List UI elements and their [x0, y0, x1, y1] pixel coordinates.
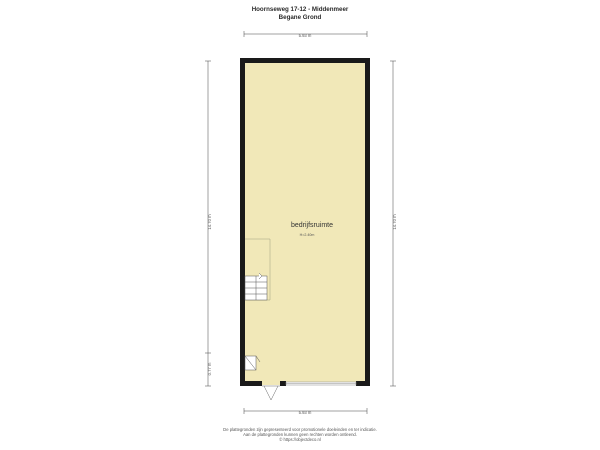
top-dimension-label: 5.93 m — [298, 33, 312, 38]
bottom-window — [286, 382, 356, 385]
disclaimer-line-2: Aan de plattegronden kunnen geen rechten worden ontleend. — [243, 432, 357, 437]
disclaimer-footer — [0, 427, 600, 442]
entrance-door — [262, 386, 280, 400]
disclaimer-line-3: © https://objectdeco.nl — [279, 437, 321, 442]
room-height-label: H=2.40m — [299, 233, 315, 237]
floor-title: Begane Grond — [278, 13, 322, 21]
stair-steps — [245, 273, 267, 300]
disclaimer-line-1: De plattegronden zijn gepresenteerd voor promotionele doeleinden en ter indicatie. — [223, 427, 377, 432]
left-small-dimension-label: 0.77 m — [207, 362, 212, 376]
right-dimension-label: 14.70 m — [392, 214, 397, 230]
address-title: Hoornseweg 17-12 - Middenmeer — [251, 6, 349, 13]
room-name-label: bedrijfsruimte — [290, 222, 334, 229]
left-dimension-label: 14.70 m — [207, 214, 212, 230]
bottom-dimension-label: 5.93 m — [298, 410, 312, 415]
